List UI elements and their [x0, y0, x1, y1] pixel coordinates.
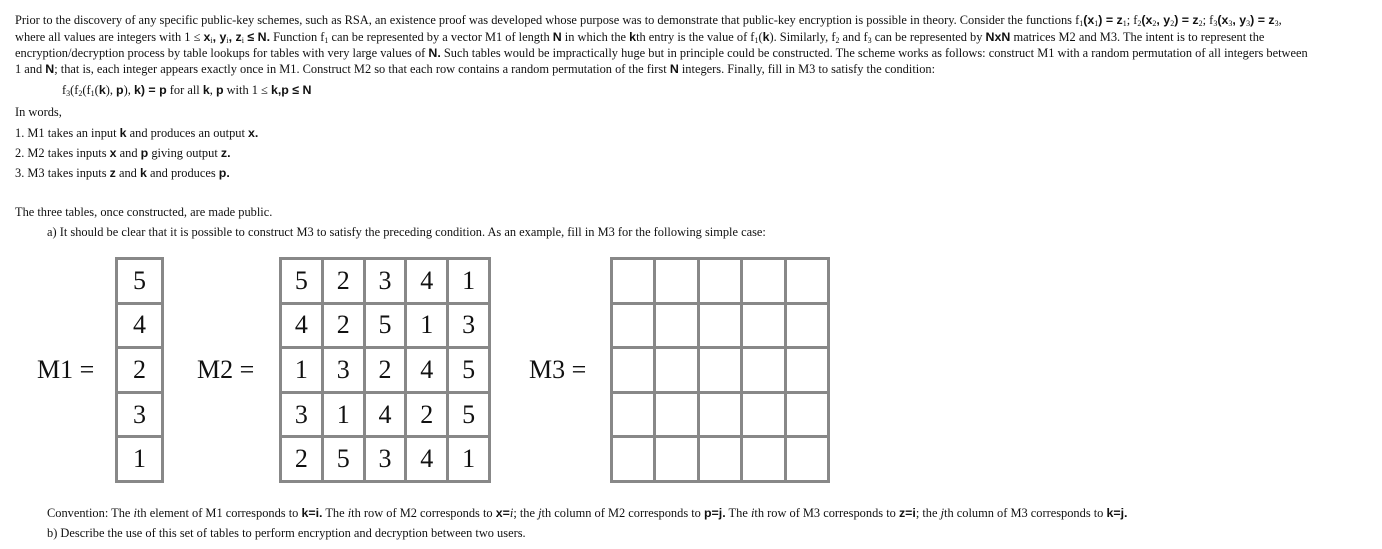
text-segment: ; the [915, 506, 941, 520]
text-segment: integers. Finally, fill in M3 to satisfy the condition: [678, 62, 936, 77]
text-segment: ) = p [140, 83, 167, 97]
m1-cell: 1 [117, 437, 163, 482]
text-segment: p [116, 83, 124, 97]
m3-row [612, 259, 829, 304]
m2-cell: 1 [448, 259, 490, 304]
m3-cell[interactable] [742, 348, 785, 393]
m2-cell: 3 [281, 392, 323, 437]
m2-cell: 5 [364, 303, 406, 348]
text-segment: j [940, 506, 945, 520]
text-segment: 1 and [15, 62, 46, 77]
text-segment: 1 [1094, 19, 1099, 28]
m3-cell[interactable] [742, 303, 785, 348]
m2-row [281, 392, 490, 437]
m2-cell: 2 [406, 392, 448, 437]
steps-list [15, 123, 258, 183]
m3-cell[interactable] [785, 259, 828, 304]
text-segment: (f [70, 83, 79, 97]
text-segment: 3 [1274, 19, 1279, 28]
m3-cell[interactable] [612, 348, 655, 393]
m3-label: M3 = [529, 355, 587, 384]
text-segment: The [725, 506, 751, 520]
m3-cell[interactable] [612, 259, 655, 304]
m2-cell: 3 [322, 348, 364, 393]
text-segment: k,p ≤ N [270, 83, 312, 97]
m3-cell[interactable] [612, 437, 655, 482]
text-segment: z=i [898, 506, 916, 520]
text-segment: 1. M1 takes an input [15, 126, 120, 140]
text-segment: k [98, 83, 106, 97]
m3-cell[interactable] [785, 437, 828, 482]
m2-row [281, 437, 490, 482]
text-segment: Convention: The [47, 506, 134, 520]
text-segment: k=j. [1106, 506, 1128, 520]
text-segment: th entry is the value of f [636, 29, 755, 44]
text-segment: can be represented by [871, 29, 986, 44]
m1-row [117, 259, 163, 304]
text-segment: encryption/decryption process by table lookups for tables with very large values of [15, 46, 429, 61]
text-segment: matrices M2 and M3. The intent is to represent the [1010, 29, 1265, 44]
m3-row [612, 392, 829, 437]
m1-cell: 5 [117, 259, 163, 304]
text-segment: k [629, 29, 637, 44]
m2-row [281, 259, 490, 304]
text-segment: th element of M1 corresponds to [136, 506, 302, 520]
m3-cell[interactable] [655, 437, 698, 482]
text-segment: , [209, 83, 216, 97]
text-segment: 1 [1079, 19, 1084, 28]
text-segment: Function f [270, 29, 325, 44]
condition-formula [62, 82, 311, 99]
m3-cell[interactable] [655, 303, 698, 348]
text-segment: 2 [1137, 19, 1142, 28]
intro-line [15, 29, 1308, 46]
text-segment: 2 [1198, 19, 1203, 28]
m3-cell[interactable] [742, 392, 785, 437]
text-segment: i [347, 506, 352, 520]
m3-row [612, 437, 829, 482]
text-segment: and f [839, 29, 868, 44]
text-segment: , y [1156, 13, 1171, 27]
intro-line [15, 61, 1308, 77]
m2-cell: 4 [406, 348, 448, 393]
text-segment: k [133, 83, 141, 97]
text-segment: ; that is, each integer appears exactly once in M1. Construct M2 so that each row contains a random permutation of the first [54, 62, 670, 77]
m1-cell: 4 [117, 303, 163, 348]
text-segment: 2 [78, 89, 83, 98]
text-segment: 2 [1170, 19, 1175, 28]
m1-row [117, 392, 163, 437]
text-segment: p [140, 146, 149, 160]
text-segment: 1 [324, 35, 329, 45]
text-segment: x [109, 146, 117, 160]
in-words-label: In words, [15, 105, 62, 119]
m3-cell[interactable] [698, 259, 741, 304]
m2-cell: 5 [448, 348, 490, 393]
text-segment: and [115, 166, 140, 180]
text-segment: can be represented by a vector M1 of length [328, 29, 553, 44]
text-segment: th column of M2 corresponds to [541, 506, 704, 520]
m3-cell[interactable] [698, 303, 741, 348]
m1-row [117, 303, 163, 348]
m1-row [117, 348, 163, 393]
m2-cell: 5 [322, 437, 364, 482]
m3-cell[interactable] [655, 392, 698, 437]
text-segment: N. [428, 46, 441, 61]
text-segment: ( [758, 29, 763, 44]
text-segment: j [538, 506, 542, 520]
text-segment: th row of M3 corresponds to [754, 506, 899, 520]
text-segment: , y [212, 29, 227, 44]
m3-cell[interactable] [698, 392, 741, 437]
text-segment: p=j. [703, 506, 726, 520]
text-segment: x [203, 29, 211, 44]
text-segment: 1 [90, 89, 95, 98]
intro-line [15, 12, 1308, 29]
text-segment: 2. M2 takes inputs [15, 146, 110, 160]
m1-row [117, 437, 163, 482]
text-segment: k=i. [301, 506, 323, 520]
text-segment: N [45, 62, 55, 77]
m3-cell[interactable] [742, 259, 785, 304]
text-segment: and [116, 146, 141, 160]
text-segment: giving output [148, 146, 221, 160]
m3-cell[interactable] [742, 437, 785, 482]
m2-cell: 2 [322, 259, 364, 304]
m2-cell: 3 [364, 259, 406, 304]
m2-cell: 4 [406, 437, 448, 482]
text-segment: f [62, 83, 67, 97]
text-segment: ; f [1202, 13, 1214, 27]
text-segment: , y [1232, 13, 1247, 27]
text-segment: ), [105, 83, 117, 97]
text-segment: ( [1083, 13, 1088, 27]
text-segment: 3. M3 takes inputs [15, 166, 110, 180]
text-segment: x. [248, 126, 259, 140]
text-segment: in which the [561, 29, 630, 44]
text-segment: The [322, 506, 348, 520]
m2-cell: 4 [406, 259, 448, 304]
m2-cell: 5 [281, 259, 323, 304]
m3-cell[interactable] [698, 437, 741, 482]
text-segment: N [552, 29, 562, 44]
m2-matrix [279, 257, 491, 483]
m2-row [281, 348, 490, 393]
text-segment: NxN [985, 29, 1011, 44]
text-segment: ; f [1126, 13, 1138, 27]
text-segment: and produces [146, 166, 219, 180]
text-segment: where all values are integers with 1 ≤ [15, 29, 204, 44]
m1-cell: 3 [117, 392, 163, 437]
intro-line [15, 45, 1308, 61]
text-segment: (x [1217, 13, 1229, 27]
step-item [15, 123, 258, 143]
text-segment: 3 [1228, 19, 1233, 28]
m2-label: M2 = [197, 355, 255, 384]
text-segment: 3 [1213, 19, 1218, 28]
text-segment: i [226, 35, 229, 45]
m2-cell: 2 [322, 303, 364, 348]
m2-cell: 3 [448, 303, 490, 348]
text-segment: p [215, 83, 224, 97]
text-segment: with 1 ≤ [223, 83, 271, 97]
m3-row [612, 348, 829, 393]
m2-cell: 1 [406, 303, 448, 348]
text-segment: N [669, 62, 679, 77]
text-segment: x [1087, 13, 1095, 27]
question-b: b) Describe the use of this set of tables to perform encryption and decryption between two users. [47, 526, 526, 540]
text-segment: , z [228, 29, 242, 44]
m2-cell: 1 [281, 348, 323, 393]
text-segment: ) = z [1250, 13, 1275, 27]
text-segment: x= [495, 506, 510, 520]
text-segment: , [1278, 13, 1282, 27]
m2-cell: 3 [364, 437, 406, 482]
text-segment: k [139, 166, 147, 180]
m2-cell: 5 [448, 392, 490, 437]
text-segment: 3 [867, 35, 872, 45]
m2-row [281, 303, 490, 348]
text-segment: ) = z [1098, 13, 1123, 27]
m2-cell: 1 [322, 392, 364, 437]
text-segment: 1 [754, 35, 759, 45]
m3-cell[interactable] [655, 348, 698, 393]
m3-cell[interactable] [612, 392, 655, 437]
text-segment: for all [166, 83, 203, 97]
text-segment: ). Similarly, f [769, 29, 836, 44]
text-segment: and produces an output [126, 126, 248, 140]
text-segment: i [509, 506, 514, 520]
text-segment: (x [1141, 13, 1153, 27]
m2-cell: 4 [364, 392, 406, 437]
text-segment: 2 [835, 35, 840, 45]
text-segment: Prior to the discovery of any specific public-key schemes, such as RSA, an existence proof was developed whose purpose was to demonstrate that public-key encryption is possible in theory. Consider the functions f [15, 13, 1080, 27]
text-segment: z. [220, 146, 231, 160]
text-segment: 3 [66, 89, 71, 98]
text-segment: i [750, 506, 755, 520]
convention-note [47, 505, 1128, 522]
text-segment: ( [94, 83, 99, 97]
m2-cell: 2 [281, 437, 323, 482]
text-segment: k [202, 83, 210, 97]
m3-cell[interactable] [655, 259, 698, 304]
text-segment: i [133, 506, 137, 520]
m3-cell[interactable] [785, 303, 828, 348]
public-statement: The three tables, once constructed, are made public. [15, 205, 273, 219]
m3-cell[interactable] [698, 348, 741, 393]
text-segment: 1 [1122, 19, 1127, 28]
text-segment: i [241, 35, 244, 45]
m1-label: M1 = [37, 355, 95, 384]
m1-vector [115, 257, 164, 483]
text-segment: i [210, 35, 213, 45]
text-segment: 3 [1246, 19, 1251, 28]
step-item [15, 143, 258, 163]
m3-cell[interactable] [785, 348, 828, 393]
intro-paragraph [15, 12, 1308, 77]
text-segment: p. [218, 166, 230, 180]
m3-cell[interactable] [785, 392, 828, 437]
text-segment: th column of M3 corresponds to [944, 506, 1107, 520]
text-segment: 2 [1152, 19, 1157, 28]
text-segment: ) = z [1174, 13, 1199, 27]
m3-cell[interactable] [612, 303, 655, 348]
text-segment: ≤ N. [243, 29, 271, 44]
text-segment: ; the [513, 506, 539, 520]
m2-cell: 2 [364, 348, 406, 393]
m3-row [612, 303, 829, 348]
m3-matrix[interactable] [610, 257, 830, 483]
text-segment: k [119, 126, 127, 140]
step-item [15, 163, 258, 183]
question-a: a) It should be clear that it is possible to construct M3 to satisfy the preceding condition. As an example, fill in M3 for the following simple case: [47, 225, 766, 239]
m2-cell: 1 [448, 437, 490, 482]
text-segment: k [762, 29, 770, 44]
text-segment: z [109, 166, 116, 180]
text-segment: (f [82, 83, 91, 97]
text-segment: Such tables would be impractically huge but in principle could be constructed. The scheme works as follows: construct M1 with a random permutation of all integers between [440, 46, 1308, 61]
m1-cell: 2 [117, 348, 163, 393]
text-segment: ), [123, 83, 134, 97]
m2-cell: 4 [281, 303, 323, 348]
text-segment: th row of M2 corresponds to [351, 506, 496, 520]
